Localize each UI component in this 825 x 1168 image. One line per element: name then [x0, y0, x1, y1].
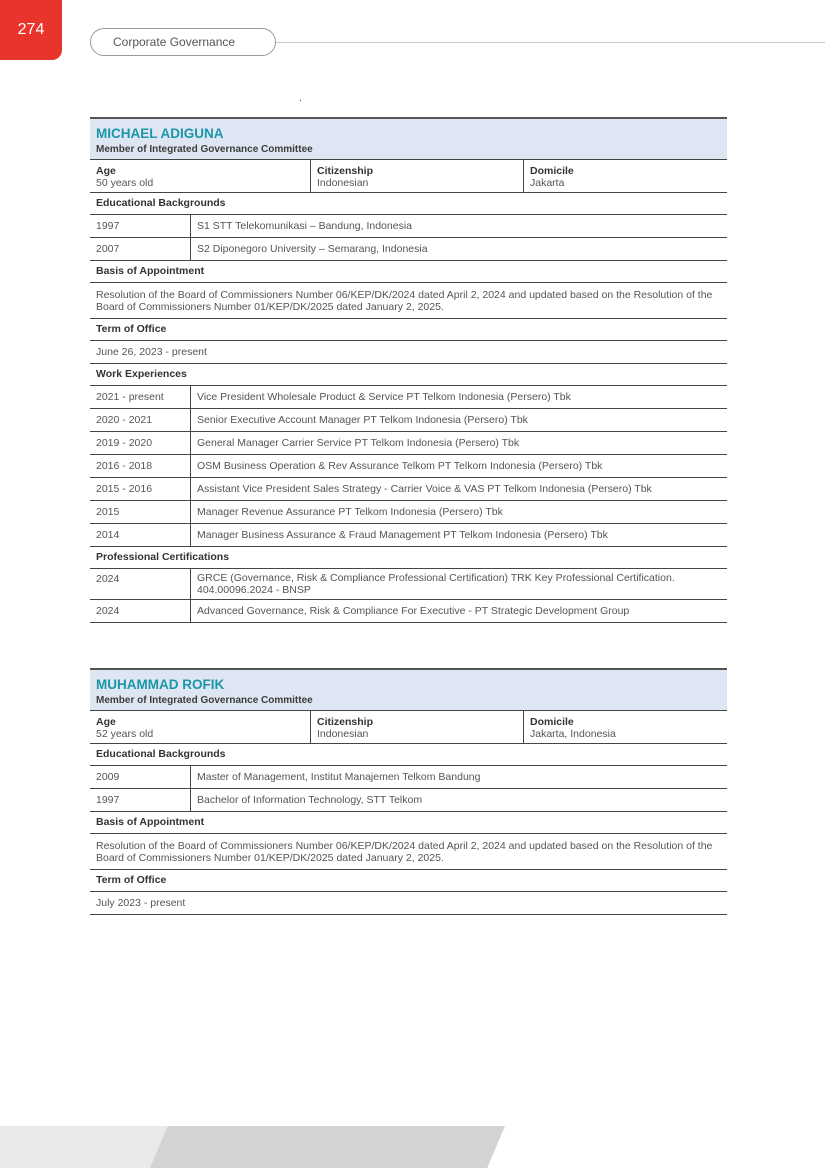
table-row — [90, 386, 727, 409]
domicile-cell — [523, 160, 727, 192]
education-desc: Master of Management, Institut Manajemen Telkom Bandung — [190, 766, 727, 788]
personal-info-row — [90, 160, 727, 193]
table-row — [90, 501, 727, 524]
work-period: 2020 - 2021 — [96, 413, 153, 426]
work-period: 2016 - 2018 — [96, 459, 153, 472]
work-period: 2015 - 2016 — [96, 482, 153, 495]
work-desc: Manager Business Assurance & Fraud Management PT Telkom Indonesia (Persero) Tbk — [190, 524, 727, 546]
education-year: 1997 — [96, 219, 120, 232]
domicile-cell — [523, 711, 727, 743]
person-role: Member of Integrated Governance Committee — [96, 143, 313, 155]
work-desc: Assistant Vice President Sales Strategy - Carrier Voice & VAS PT Telkom Indonesia (Persero) Tbk — [190, 478, 727, 500]
age-label: Age — [96, 715, 116, 728]
footer-band-dark — [150, 1126, 505, 1168]
table-row — [90, 432, 727, 455]
term-value: June 26, 2023 - present — [90, 341, 727, 364]
work-desc: OSM Business Operation & Rev Assurance Telkom PT Telkom Indonesia (Persero) Tbk — [190, 455, 727, 477]
table-row — [90, 766, 727, 789]
table-row — [90, 238, 727, 261]
person-role: Member of Integrated Governance Committee — [96, 694, 313, 706]
domicile-label: Domicile — [530, 715, 574, 728]
table-row — [90, 215, 727, 238]
domicile-value: Jakarta, Indonesia — [530, 727, 616, 740]
certification-year: 2024 — [96, 604, 120, 617]
table-row — [90, 569, 727, 600]
personal-info-row — [90, 711, 727, 744]
table-row — [90, 409, 727, 432]
term-heading: Term of Office — [90, 870, 727, 892]
table-row — [90, 600, 727, 623]
education-desc: S2 Diponegoro University – Semarang, Indonesia — [190, 238, 727, 260]
appointment-text: Resolution of the Board of Commissioners Number 06/KEP/DK/2024 dated April 2, 2024 and updated based on the Resolution of the Board of Commissioners Number 01/KEP/DK/2025 dated January 2, 2025. — [90, 834, 727, 870]
education-heading: Educational Backgrounds — [90, 193, 727, 215]
term-value: July 2023 - present — [90, 892, 727, 915]
education-desc: Bachelor of Information Technology, STT Telkom — [190, 789, 727, 811]
header-divider — [276, 42, 825, 43]
person-name: MUHAMMAD ROFIK — [96, 676, 225, 692]
work-desc: General Manager Carrier Service PT Telkom Indonesia (Persero) Tbk — [190, 432, 727, 454]
certification-desc: GRCE (Governance, Risk & Compliance Professional Certification) TRK Key Professional Certification. 404.00096.2024 - BNSP — [190, 569, 727, 599]
work-heading: Work Experiences — [90, 364, 727, 386]
education-year: 2009 — [96, 770, 120, 783]
citizenship-cell — [310, 160, 523, 192]
table-row — [90, 455, 727, 478]
citizenship-value: Indonesian — [317, 727, 369, 740]
appointment-heading: Basis of Appointment — [90, 812, 727, 834]
domicile-value: Jakarta — [530, 176, 565, 189]
section-label: Corporate Governance — [90, 28, 276, 56]
work-period: 2015 — [96, 505, 120, 518]
profile-card-muhammad-rofik — [90, 668, 727, 915]
education-heading: Educational Backgrounds — [90, 744, 727, 766]
person-name: MICHAEL ADIGUNA — [96, 125, 224, 141]
citizenship-cell — [310, 711, 523, 743]
table-row — [90, 789, 727, 812]
work-period: 2021 - present — [96, 390, 164, 403]
education-year: 2007 — [96, 242, 120, 255]
stray-dot — [300, 100, 301, 101]
citizenship-value: Indonesian — [317, 176, 369, 189]
age-cell — [90, 160, 310, 192]
appointment-text: Resolution of the Board of Commissioners Number 06/KEP/DK/2024 dated April 2, 2024 and updated based on the Resolution of the Board of Commissioners Number 01/KEP/DK/2025 dated January 2, 2025. — [90, 283, 727, 319]
education-year: 1997 — [96, 793, 120, 806]
work-desc: Senior Executive Account Manager PT Telkom Indonesia (Persero) Tbk — [190, 409, 727, 431]
citizenship-label: Citizenship — [317, 715, 374, 728]
table-row — [90, 478, 727, 501]
work-period: 2019 - 2020 — [96, 436, 153, 449]
work-desc: Vice President Wholesale Product & Service PT Telkom Indonesia (Persero) Tbk — [190, 386, 727, 408]
certification-year: 2024 — [96, 572, 120, 585]
profile-header — [90, 119, 727, 160]
table-row — [90, 524, 727, 547]
age-label: Age — [96, 164, 116, 177]
appointment-heading: Basis of Appointment — [90, 261, 727, 283]
citizenship-label: Citizenship — [317, 164, 374, 177]
profile-header — [90, 670, 727, 711]
age-value: 50 years old — [96, 176, 154, 189]
age-value: 52 years old — [96, 727, 154, 740]
page-number: 274 — [0, 0, 62, 60]
work-desc: Manager Revenue Assurance PT Telkom Indonesia (Persero) Tbk — [190, 501, 727, 523]
profile-card-michael-adiguna — [90, 117, 727, 623]
term-heading: Term of Office — [90, 319, 727, 341]
age-cell — [90, 711, 310, 743]
domicile-label: Domicile — [530, 164, 574, 177]
certifications-heading: Professional Certifications — [90, 547, 727, 569]
work-period: 2014 — [96, 528, 120, 541]
certification-desc: Advanced Governance, Risk & Compliance For Executive - PT Strategic Development Group — [190, 600, 727, 622]
education-desc: S1 STT Telekomunikasi – Bandung, Indonesia — [190, 215, 727, 237]
